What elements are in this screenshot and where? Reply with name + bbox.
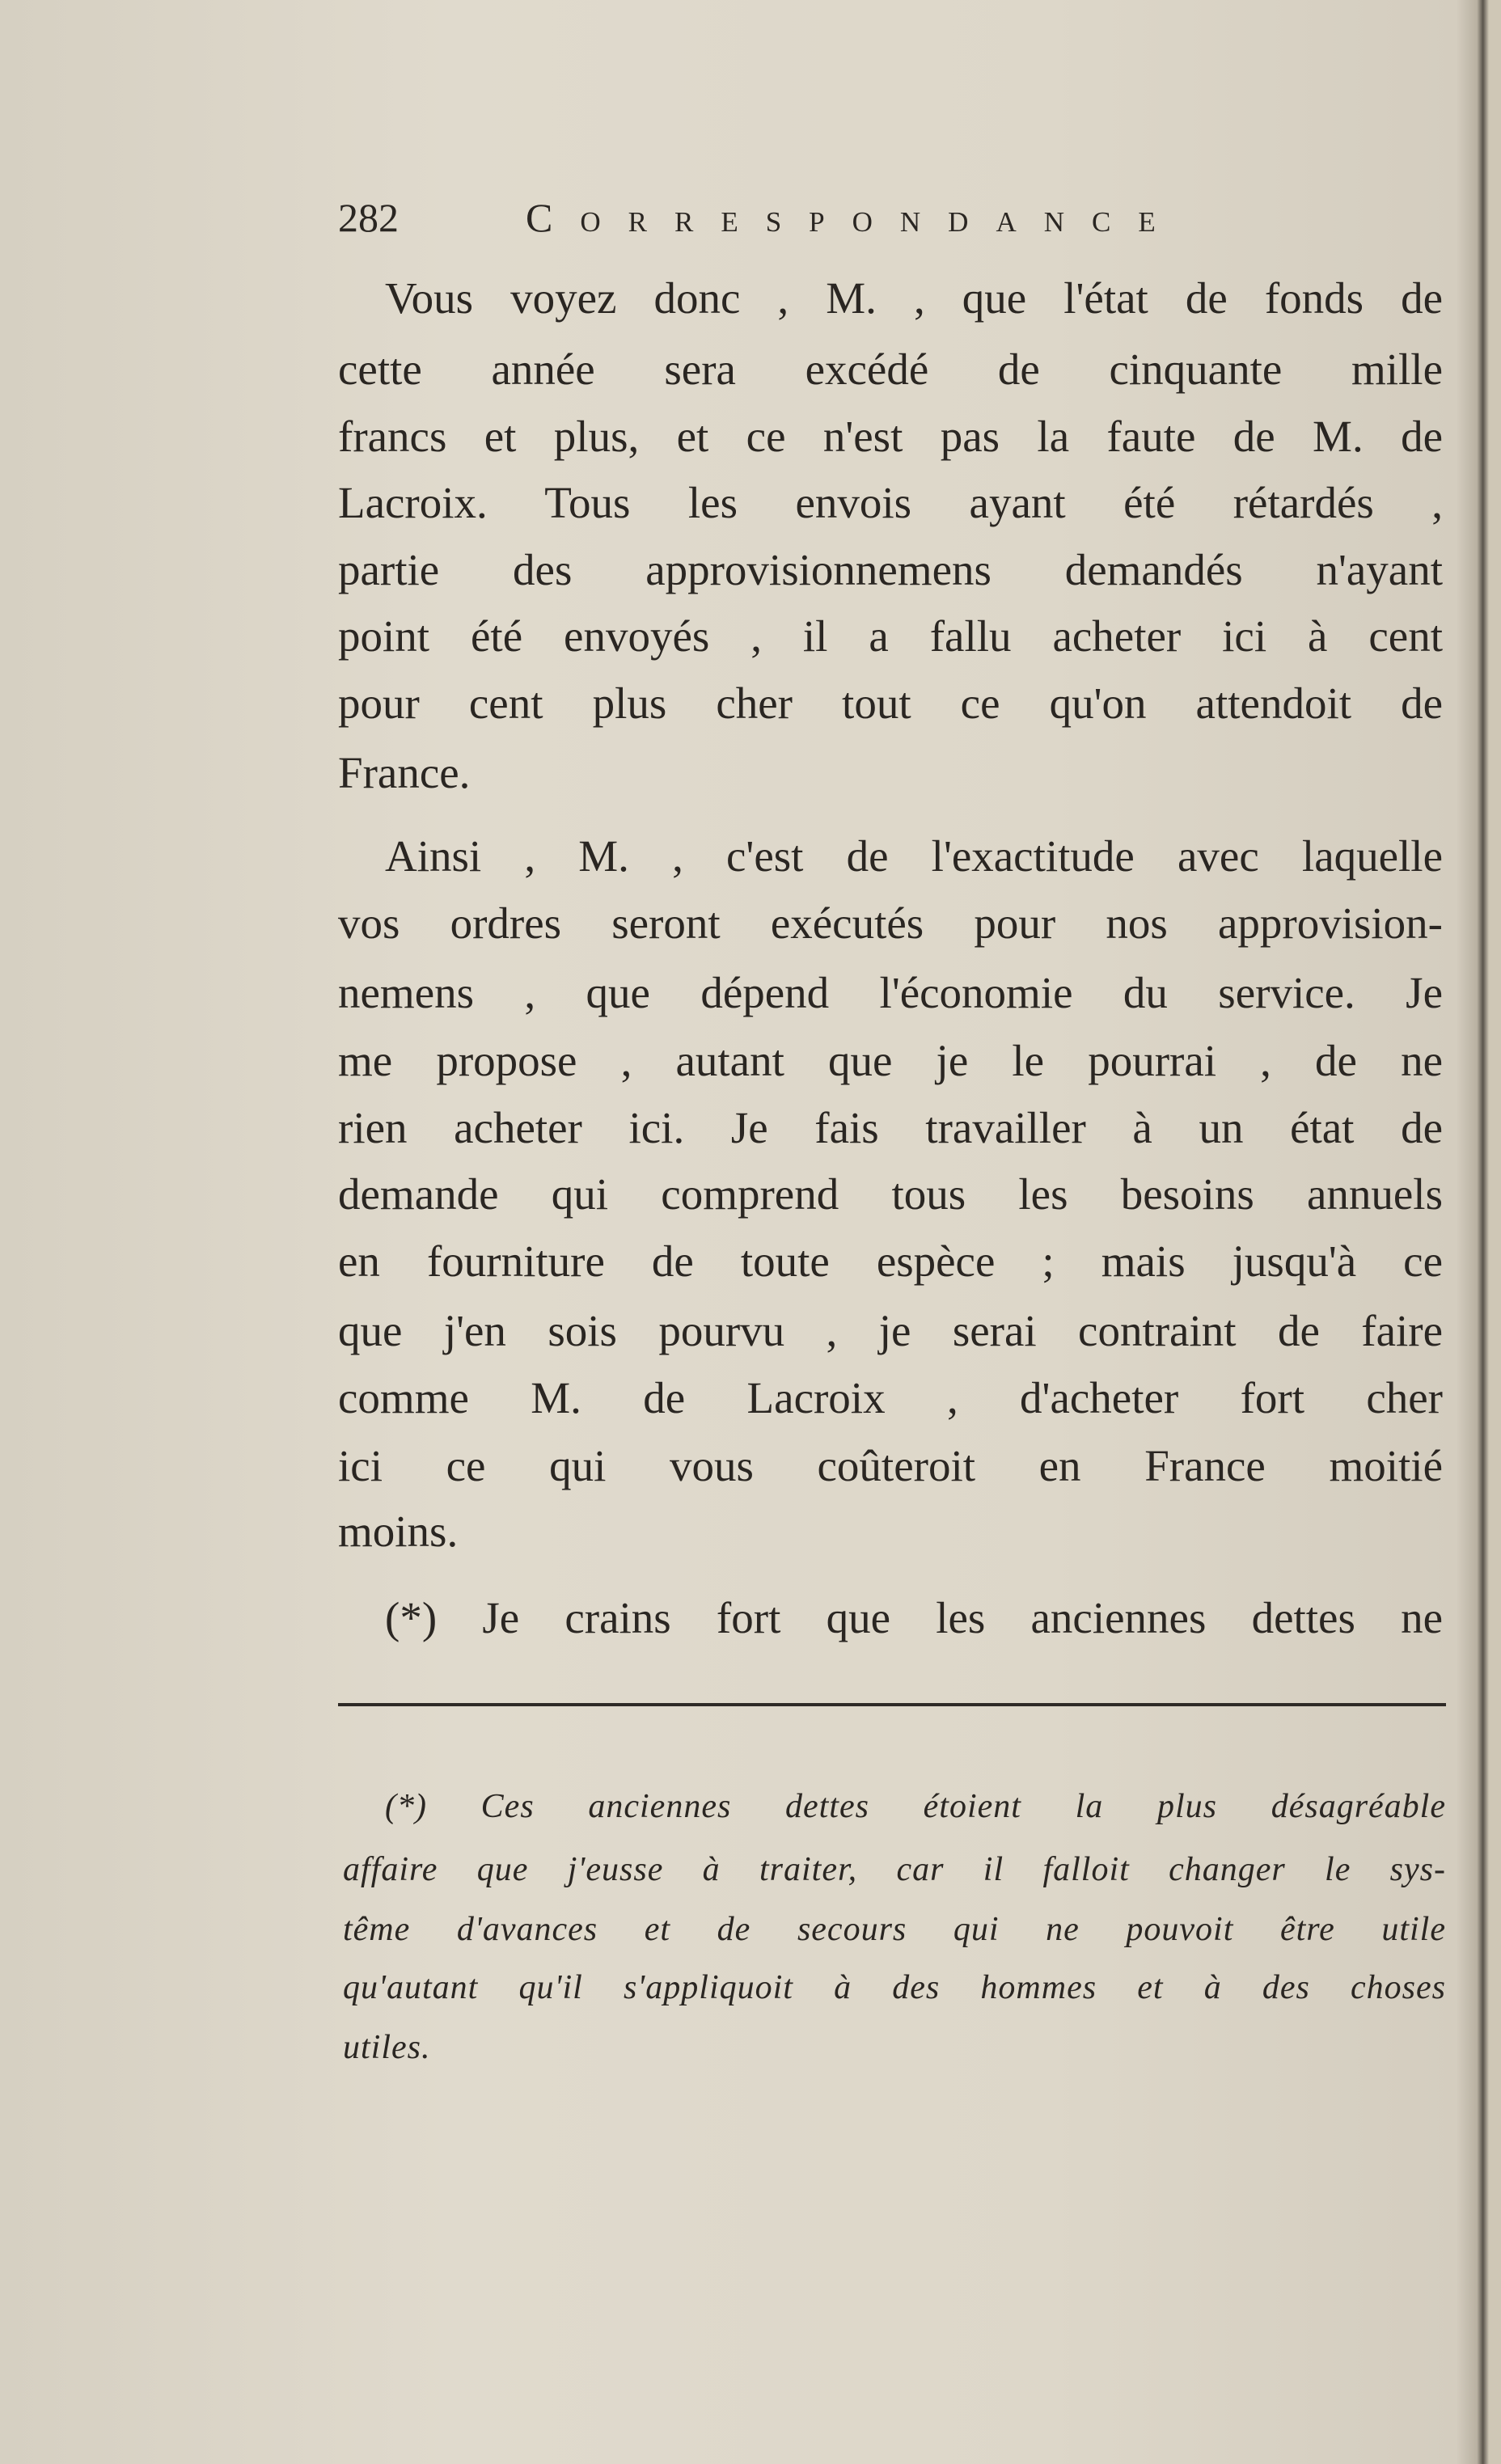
body-line: Ainsi , M. , c'est de l'exactitude avec laquelle — [385, 831, 1443, 881]
footnote-line: tême d'avances et de secours qui ne pouvoit être utile — [343, 1911, 1446, 1948]
body-line: point été envoyés , il a fallu acheter ici à cent — [338, 611, 1443, 661]
body-line: rien acheter ici. Je fais travailler à un état de — [338, 1103, 1443, 1152]
body-line: moins. — [338, 1507, 459, 1556]
body-line: France. — [338, 748, 471, 797]
body-line: vos ordres seront exécutés pour nos approvision- — [338, 898, 1443, 948]
body-line: partie des approvisionnemens demandés n'ayant — [338, 545, 1443, 594]
body-line: cette année sera excédé de cinquante mille — [338, 344, 1443, 394]
running-title: Correspondance — [526, 195, 1183, 240]
footnote-line: affaire que j'eusse à traiter, car il falloit changer le sys- — [343, 1851, 1446, 1888]
body-line: demande qui comprend tous les besoins annuels — [338, 1169, 1443, 1219]
body-line: ici ce qui vous coûteroit en France moitié — [338, 1441, 1443, 1490]
footnote-line: qu'autant qu'il s'appliquoit à des hommes et à des choses — [343, 1969, 1446, 2006]
body-line: pour cent plus cher tout ce qu'on attendoit de — [338, 678, 1443, 728]
footnote-rule — [338, 1703, 1446, 1706]
body-line: Vous voyez donc , M. , que l'état de fonds de — [385, 273, 1443, 323]
body-line: nemens , que dépend l'économie du service. Je — [338, 968, 1443, 1017]
footnote-line: (*) Ces anciennes dettes étoient la plus désagréable — [385, 1788, 1446, 1825]
body-line: me propose , autant que je le pourrai , de ne — [338, 1036, 1443, 1085]
body-line: que j'en sois pourvu , je serai contraint de faire — [338, 1306, 1443, 1355]
body-line: Lacroix. Tous les envois ayant été rétardés , — [338, 478, 1443, 527]
body-line: francs et plus, et ce n'est pas la faute de M. de — [338, 412, 1443, 461]
body-line: en fourniture de toute espèce ; mais jusqu'à ce — [338, 1236, 1443, 1286]
footnote-line: utiles. — [343, 2029, 431, 2066]
body-line: comme M. de Lacroix , d'acheter fort cher — [338, 1373, 1443, 1422]
page-number: 282 — [338, 195, 399, 240]
body-line: (*) Je crains fort que les anciennes dettes ne — [385, 1593, 1443, 1642]
running-header — [338, 194, 1446, 246]
